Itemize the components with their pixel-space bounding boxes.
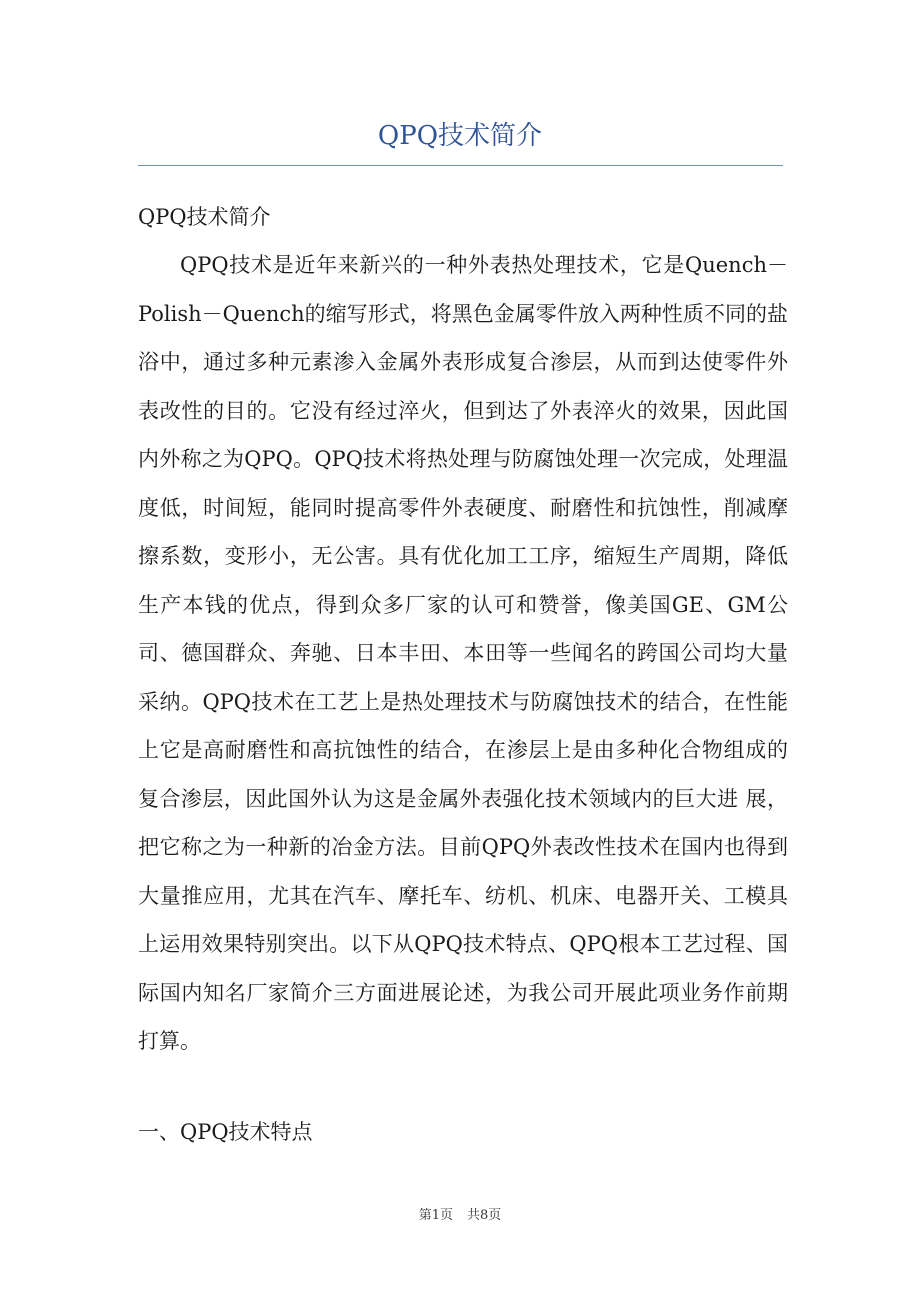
page-title: QPQ技术简介: [377, 121, 543, 151]
page-total: 共8页: [467, 1208, 502, 1223]
intro-paragraph: QPQ技术是近年来新兴的一种外表热处理技术，它是Quench－Polish－Quench的缩写形式，将黑色金属零件放入两种性质不同的盐浴中，通过多种元素渗入金属外表形成复合渗层，从而到达使零件外表改性的目的。它没有经过淬火，但到达了外表淬火的效果，因此国内外称之为QPQ。QPQ技术将热处理与防腐蚀处理一次完成，处理温度低，时间短，能同时提高零件外表硬度、耐磨性和抗蚀性，削减摩擦系数，变形小，无公害。具有优化加工工序，缩短生产周期，降低生产本钱的优点，得到众多厂家的认可和赞誉，像美国GE、GM公司、德国群众、奔驰、日本丰田、本田等一些闻名的跨国公司均大量采纳。QPQ技术在工艺上是热处理技术与防腐蚀技术的结合，在性能上它是高耐磨性和高抗蚀性的结合，在渗层上是由多种化合物组成的复合渗层，因此国外认为这是金属外表强化技术领域内的巨大进 展，把它称之为一种新的冶金方法。目前QPQ外表改性技术在国内也得到大量推应用，尤其在汽车、摩托车、纺机、机床、电器开关、工模具上运用效果特别突出。以下从QPQ技术特点、QPQ根本工艺过程、国际国内知名厂家简介三方面进展论述，为我公司开展此项业务作前期打算。: [138, 253, 788, 1053]
page-footer: [0, 1206, 920, 1226]
page-number: 第1页: [418, 1208, 453, 1223]
section-label: QPQ技术简介: [138, 205, 271, 229]
title-divider: [138, 165, 783, 166]
section-heading-1: 一、QPQ技术特点: [138, 1120, 313, 1144]
